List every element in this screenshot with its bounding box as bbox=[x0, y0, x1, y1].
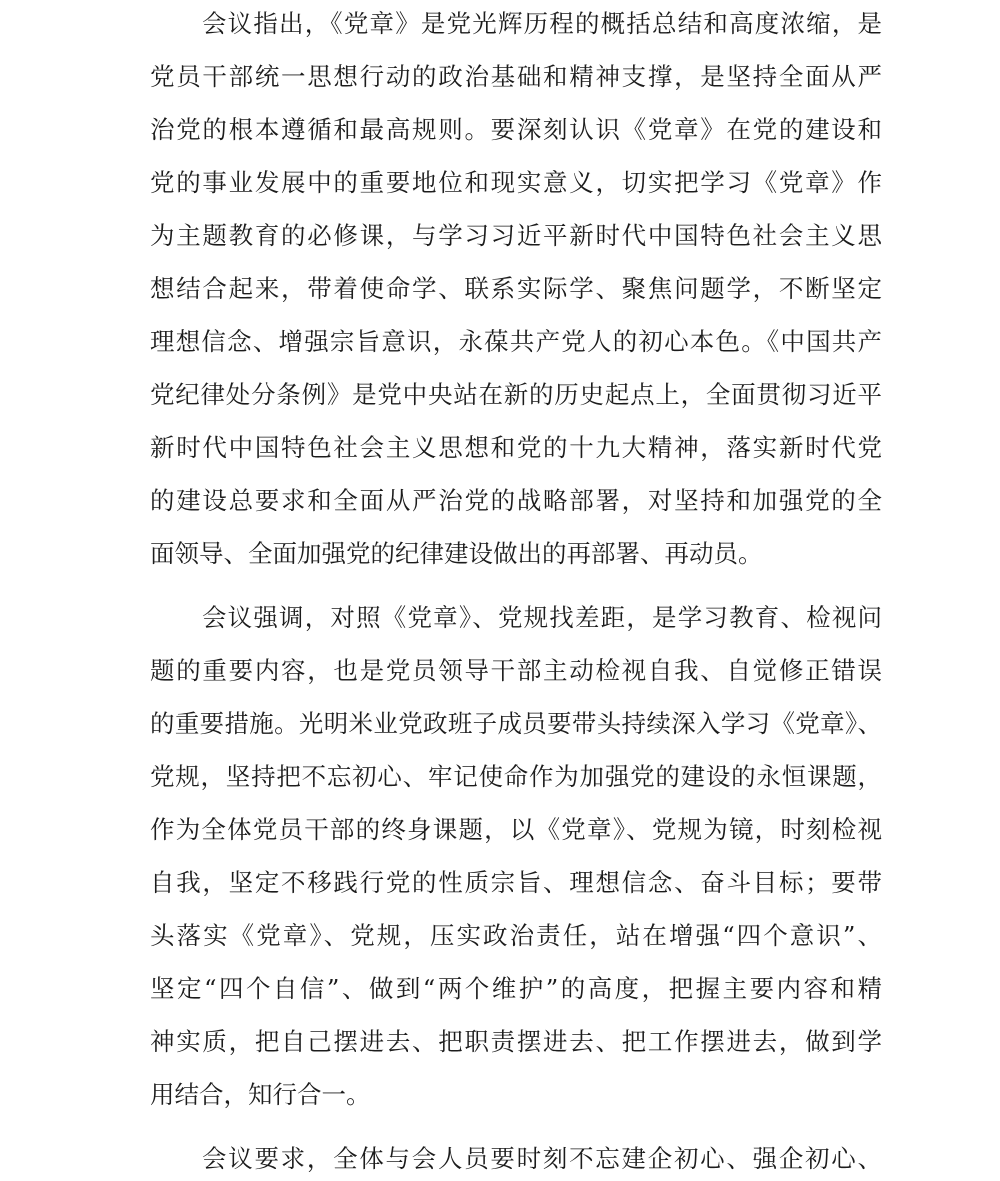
paragraph-2-line-2: 题的重要内容，也是党员领导干部主动检视自我、自觉修正错误 bbox=[150, 656, 882, 685]
paragraph-2-line-8: 坚定“四个自信”、做到“两个维护”的高度，把握主要内容和精 bbox=[150, 974, 882, 1003]
paragraph-2-line-9: 神实质，把自己摆进去、把职责摆进去、把工作摆进去，做到学 bbox=[150, 1027, 882, 1056]
paragraph-2-line-10: 用结合，知行合一。 bbox=[150, 1080, 371, 1109]
paragraph-1-line-11: 面领导、全面加强党的纪律建设做出的再部署、再动员。 bbox=[150, 539, 763, 568]
paragraph-1-line-7: 理想信念、增强宗旨意识，永葆共产党人的初心本色。《中国共产 bbox=[150, 327, 882, 356]
paragraph-2-line-5: 作为全体党员干部的终身课题，以《党章》、党规为镜，时刻检视 bbox=[150, 815, 882, 844]
paragraph-1-line-4: 党的事业发展中的重要地位和现实意义，切实把学习《党章》作 bbox=[150, 168, 882, 197]
paragraph-1-line-2: 党员干部统一思想行动的政治基础和精神支撑，是坚持全面从严 bbox=[150, 62, 882, 91]
paragraph-2-line-6: 自我，坚定不移践行党的性质宗旨、理想信念、奋斗目标；要带 bbox=[150, 868, 882, 897]
paragraph-1-line-3: 治党的根本遵循和最高规则。要深刻认识《党章》在党的建设和 bbox=[150, 115, 882, 144]
paragraph-2-line-3: 的重要措施。光明米业党政班子成员要带头持续深入学习《党章》、 bbox=[150, 709, 882, 738]
paragraph-1-line-9: 新时代中国特色社会主义思想和党的十九大精神，落实新时代党 bbox=[150, 433, 882, 462]
paragraph-1-line-6: 想结合起来，带着使命学、联系实际学、聚焦问题学，不断坚定 bbox=[150, 274, 882, 303]
paragraph-1-line-10: 的建设总要求和全面从严治党的战略部署，对坚持和加强党的全 bbox=[150, 486, 882, 515]
paragraph-3-line-1: 会议要求，全体与会人员要时刻不忘建企初心、强企初心、 bbox=[202, 1144, 882, 1173]
paragraph-1-line-8: 党纪律处分条例》是党中央站在新的历史起点上，全面贯彻习近平 bbox=[150, 380, 882, 409]
paragraph-2-line-1: 会议强调，对照《党章》、党规找差距，是学习教育、检视问 bbox=[202, 603, 882, 632]
paragraph-1-line-1: 会议指出，《党章》是党光辉历程的概括总结和高度浓缩，是 bbox=[202, 9, 882, 38]
paragraph-2-line-4: 党规，坚持把不忘初心、牢记使命作为加强党的建设的永恒课题， bbox=[150, 762, 882, 791]
paragraph-1-line-5: 为主题教育的必修课，与学习习近平新时代中国特色社会主义思 bbox=[150, 221, 882, 250]
paragraph-2-line-7: 头落实《党章》、党规，压实政治责任，站在增强“四个意识”、 bbox=[150, 921, 882, 950]
